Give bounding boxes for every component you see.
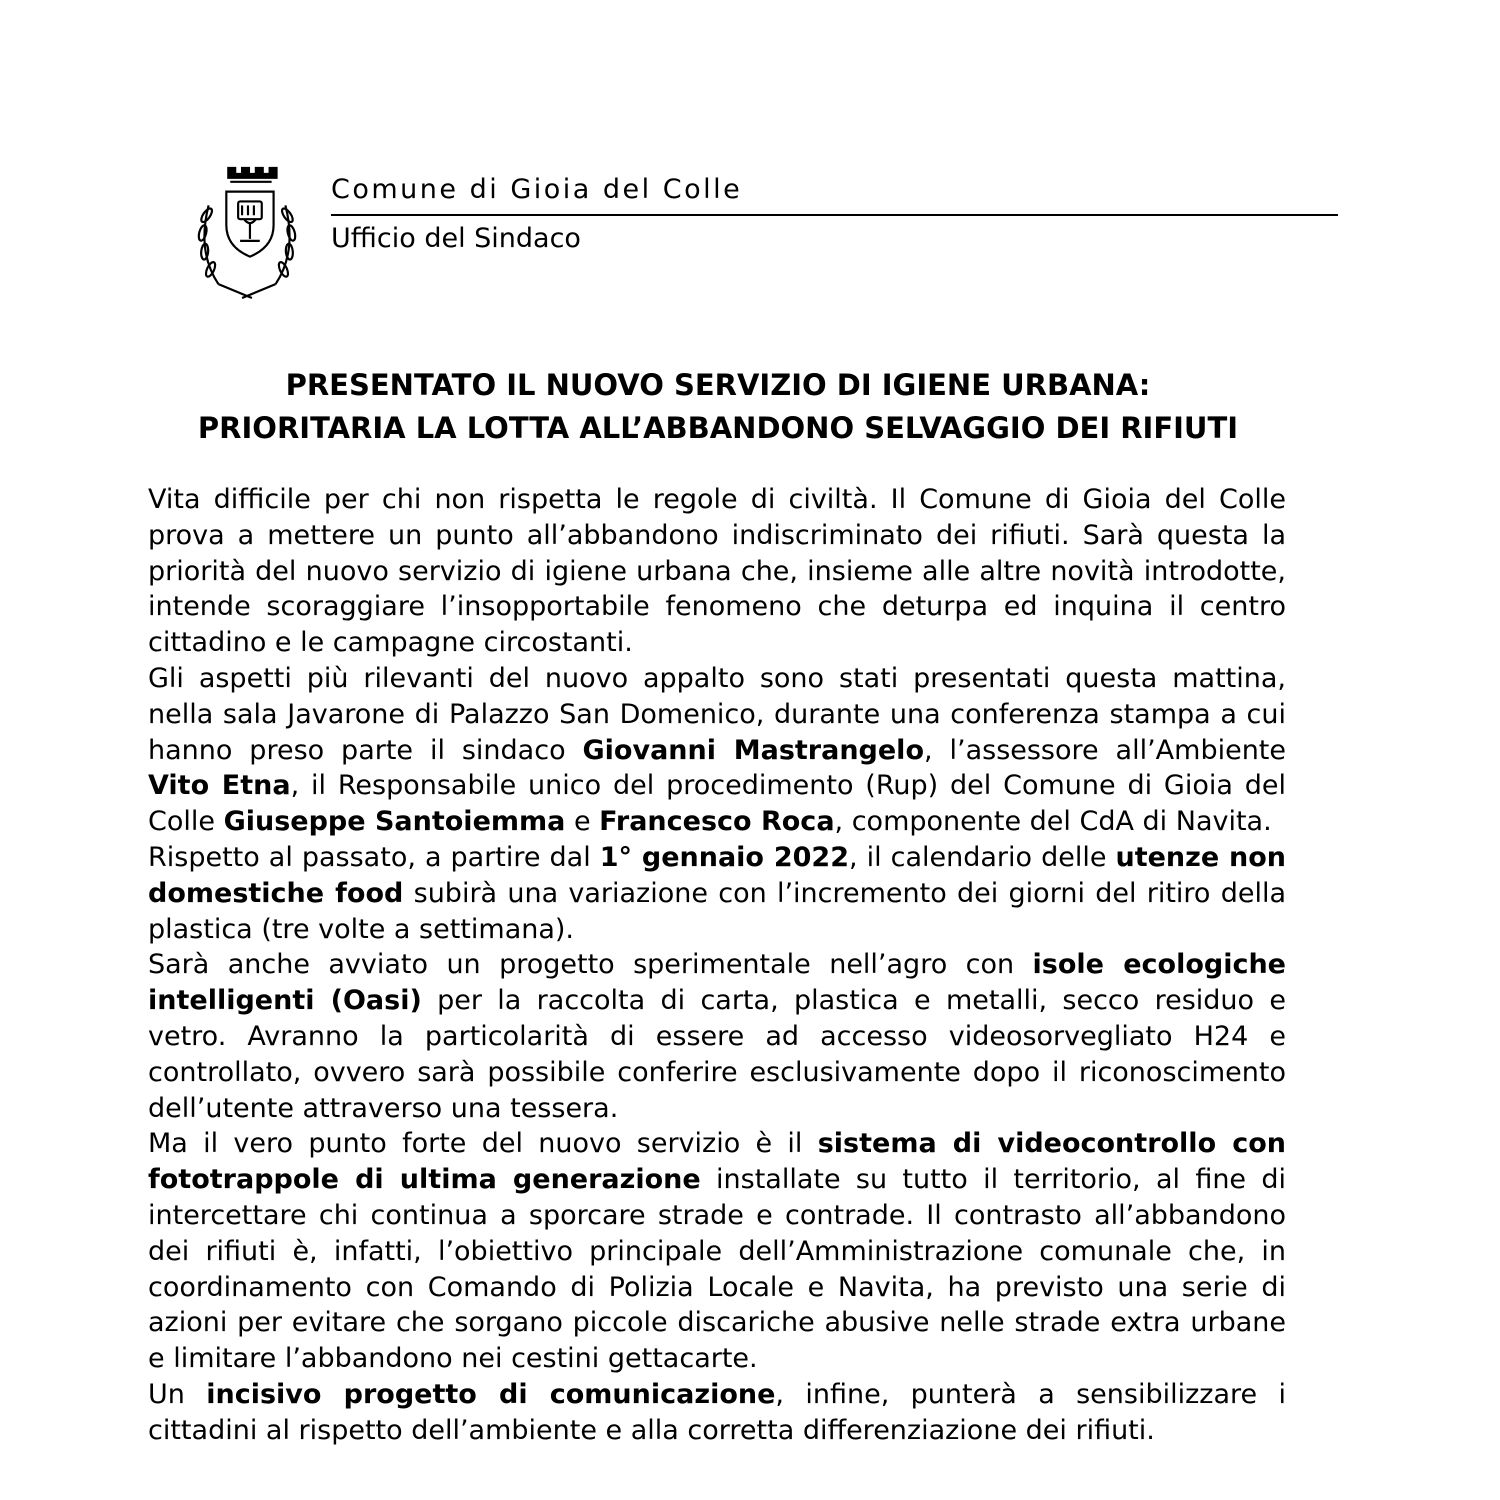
document-body: [148, 482, 1286, 1449]
org-name: Comune di Gioia del Colle: [331, 174, 1338, 216]
paragraph-1: Vita difficile per chi non rispetta le regole di civiltà. Il Comune di Gioia del Colle prova a mettere un punto all’abbandono indiscriminato dei rifiuti. Sarà questa la priorità del nuovo servizio di igiene urbana che, insieme alle altre novità introdotte, intende scoraggiare l’insopportabile fenomeno che deturpa ed inquina il centro cittadino e le campagne circostanti.: [148, 484, 1286, 659]
letterhead: [183, 158, 1338, 306]
office-name: Ufficio del Sindaco: [331, 223, 581, 254]
coat-of-arms-icon: [183, 158, 311, 306]
paragraph-6: Un incisivo progetto di comunicazione, infine, punterà a sensibilizzare i cittadini al rispetto dell’ambiente e alla corretta differenziazione dei rifiuti.: [148, 1378, 1286, 1446]
paragraph-3: Rispetto al passato, a partire dal 1° gennaio 2022, il calendario delle utenze non domestiche food subirà una variazione con l’incremento dei giorni del ritiro della plastica (tre volte a settimana).: [148, 841, 1286, 945]
title-line-2: PRIORITARIA LA LOTTA ALL’ABBANDONO SELVAGGIO DEI RIFIUTI: [197, 411, 1239, 445]
paragraph-4: Sarà anche avviato un progetto sperimentale nell’agro con isole ecologiche intelligenti (Oasi) per la raccolta di carta, plastica e metalli, secco residuo e vetro. Avranno la particolarità di essere ad accesso videosorvegliato H24 e controllato, ovvero sarà possibile conferire esclusivamente dopo il riconoscimento dell’utente attraverso una tessera.: [148, 949, 1286, 1124]
paragraph-5: Ma il vero punto forte del nuovo servizio è il sistema di videocontrollo con fototrappole di ultima generazione installate su tutto il territorio, al fine di intercettare chi continua a sporcare strade e contrade. Il contrasto all’abbandono dei rifiuti è, infatti, l’obiettivo principale dell’Amministrazione comunale che, in coordinamento con Comando di Polizia Locale e Navita, ha previsto una serie di azioni per evitare che sorgano piccole discariche abusive nelle strade extra urbane e limitare l’abbandono nei cestini gettacarte.: [148, 1128, 1286, 1375]
title-line-1: PRESENTATO IL NUOVO SERVIZIO DI IGIENE URBANA:: [285, 368, 1151, 402]
document-title: [148, 364, 1288, 450]
paragraph-2: Gli aspetti più rilevanti del nuovo appalto sono stati presentati questa mattina, nella sala Javarone di Palazzo San Domenico, durante una conferenza stampa a cui hanno preso parte il sindaco Giovanni Mastrangelo, l’assessore all’Ambiente Vito Etna, il Responsabile unico del procedimento (Rup) del Comune di Gioia del Colle Giuseppe Santoiemma e Francesco Roca, componente del CdA di Navita.: [148, 662, 1287, 838]
letterhead-text: [331, 158, 1338, 254]
